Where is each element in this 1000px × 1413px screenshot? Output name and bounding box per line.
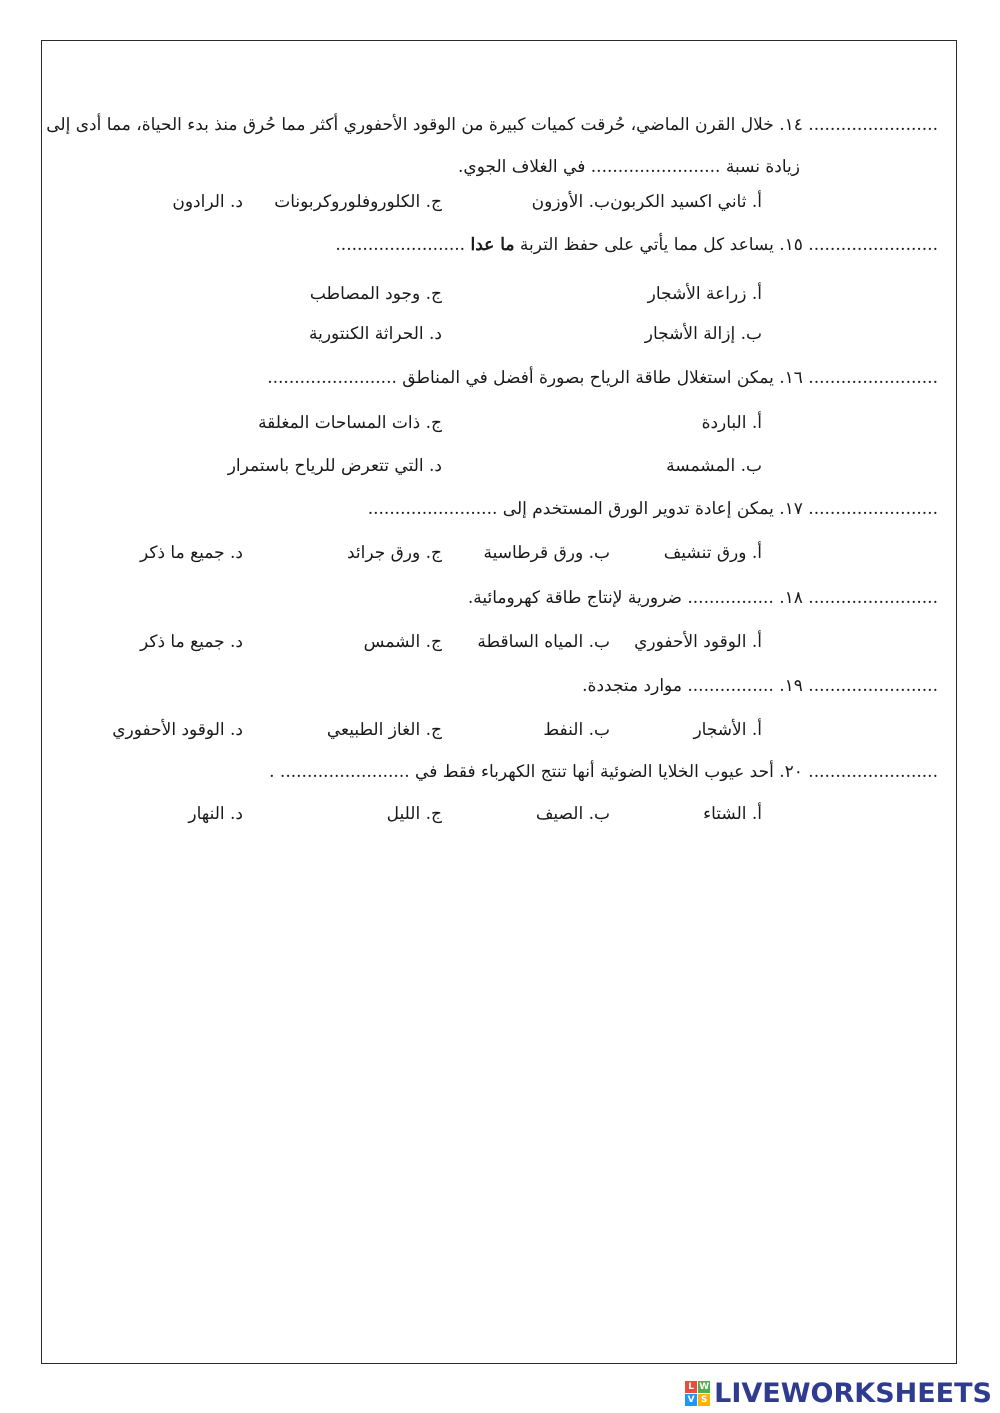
- q15-option-d[interactable]: د. الحراثة الكنتورية: [309, 324, 442, 344]
- q18-option-b[interactable]: ب. المياه الساقطة: [477, 632, 610, 652]
- q20-option-b[interactable]: ب. الصيف: [535, 804, 610, 824]
- q19-option-b[interactable]: ب. النفط: [543, 720, 610, 740]
- logo-letter-l: L: [685, 1381, 697, 1393]
- q16-option-a[interactable]: أ. الباردة: [701, 413, 762, 433]
- q18-option-a[interactable]: أ. الوقود الأحفوري: [634, 632, 762, 652]
- q14-option-b[interactable]: ب. الأوزون: [531, 192, 610, 212]
- q17-option-b[interactable]: ب. ورق قرطاسية: [483, 543, 610, 563]
- q16-option-b[interactable]: ب. المشمسة: [666, 456, 762, 476]
- question-14-text: ........................ ١٤. خلال القرن الماضي، حُرقت كميات كبيرة من الوقود الأحفوري أكثر مما حُرق منذ بدء الحياة، مما أدى إلى: [46, 115, 938, 135]
- q18-option-c[interactable]: ج. الشمس: [363, 632, 442, 652]
- logo-icon: [685, 1381, 710, 1406]
- logo-letter-w: W: [699, 1381, 710, 1392]
- q19-option-c[interactable]: ج. الغاز الطبيعي: [326, 720, 442, 740]
- q19-option-d[interactable]: د. الوقود الأحفوري: [112, 720, 243, 740]
- q14-option-c[interactable]: ج. الكلوروفلوروكربونات: [274, 192, 442, 212]
- q15-option-b[interactable]: ب. إزالة الأشجار: [644, 324, 762, 344]
- liveworksheets-logo[interactable]: [685, 1375, 992, 1411]
- q15-option-c[interactable]: ج. وجود المصاطب: [309, 284, 442, 304]
- q19-option-a[interactable]: أ. الأشجار: [693, 720, 762, 740]
- q15-prefix: ........................ ١٥. يساعد كل مما يأتي على حفظ التربة: [519, 235, 938, 255]
- q15-option-a[interactable]: أ. زراعة الأشجار: [647, 284, 762, 304]
- logo-text: LIVEWORKSHEETS: [714, 1377, 992, 1409]
- q16-option-c[interactable]: ج. ذات المساحات المغلقة: [258, 413, 442, 433]
- q15-suffix: ........................: [335, 235, 466, 255]
- q14-option-a[interactable]: أ. ثاني اكسيد الكربون: [610, 192, 762, 212]
- question-20-text: ........................ ٢٠. أحد عيوب الخلايا الضوئية أنها تنتج الكهرباء فقط في ........................ .: [269, 762, 938, 782]
- q17-option-d[interactable]: د. جميع ما ذكر: [139, 543, 243, 563]
- q17-option-c[interactable]: ج. ورق جرائد: [346, 543, 442, 563]
- logo-letter-s: S: [698, 1394, 710, 1406]
- q16-option-d[interactable]: د. التي تتعرض للرياح باستمرار: [227, 456, 442, 476]
- question-14-continuation: زيادة نسبة ........................ في الغلاف الجوي.: [458, 157, 800, 177]
- question-15-text: [335, 233, 938, 257]
- q15-except-emphasis: ما عدا: [470, 235, 515, 255]
- question-19-text: ........................ ١٩. ................ موارد متجددة.: [582, 676, 938, 696]
- q20-option-d[interactable]: د. النهار: [188, 804, 243, 824]
- q17-option-a[interactable]: أ. ورق تنشيف: [663, 543, 762, 563]
- q20-option-c[interactable]: ج. الليل: [386, 804, 442, 824]
- q14-option-d[interactable]: د. الرادون: [172, 192, 243, 212]
- logo-letter-v: V: [685, 1394, 697, 1406]
- q20-option-a[interactable]: أ. الشتاء: [703, 804, 762, 824]
- question-16-text: ........................ ١٦. يمكن استغلال طاقة الرياح بصورة أفضل في المناطق ........................: [267, 368, 938, 388]
- question-17-text: ........................ ١٧. يمكن إعادة تدوير الورق المستخدم إلى ........................: [367, 499, 938, 519]
- question-18-text: ........................ ١٨. ................ ضرورية لإنتاج طاقة كهرومائية.: [467, 588, 938, 608]
- q18-option-d[interactable]: د. جميع ما ذكر: [139, 632, 243, 652]
